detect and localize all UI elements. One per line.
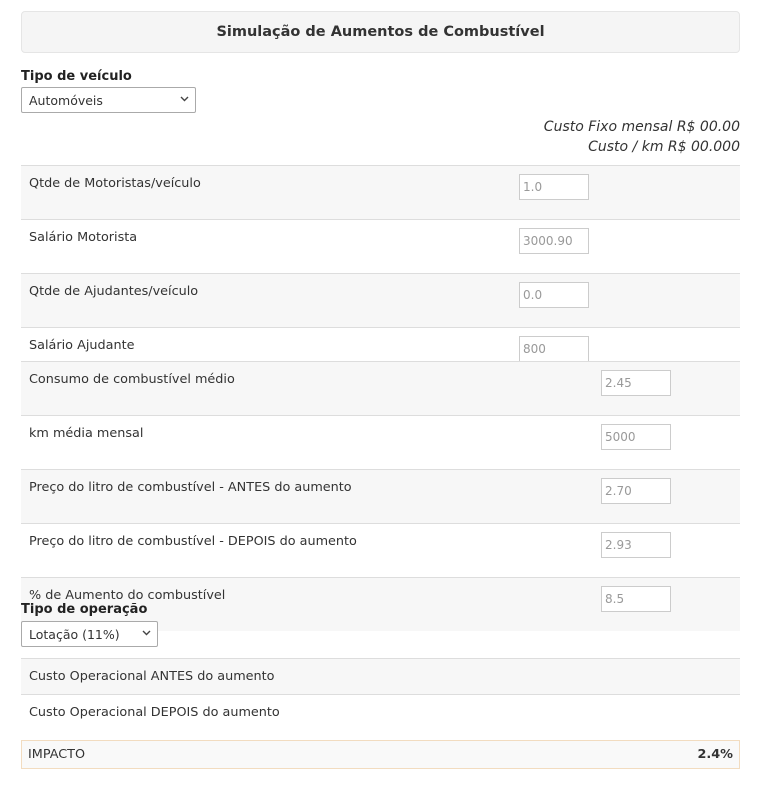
operation-type-selected: Lotação (11%) (29, 626, 120, 642)
price-after-input[interactable] (601, 532, 671, 558)
vehicle-type-selected: Automóveis (29, 92, 103, 108)
row-label: km média mensal (21, 416, 601, 470)
table-row (21, 166, 740, 220)
table-row (21, 659, 740, 695)
page-title-panel (21, 11, 740, 53)
chevron-down-icon (180, 96, 189, 102)
chevron-down-icon (142, 630, 151, 636)
impact-panel (21, 740, 740, 769)
cost-before-label: Custo Operacional ANTES do aumento (21, 659, 740, 695)
table-row (21, 274, 740, 328)
cost-summary (544, 117, 740, 157)
row-label: Salário Motorista (21, 220, 519, 274)
operation-type-label: Tipo de operação (21, 602, 148, 617)
fuel-consumption-input[interactable] (601, 370, 671, 396)
table-row (21, 524, 740, 578)
helpers-per-vehicle-input[interactable] (519, 282, 589, 308)
table-row (21, 362, 740, 416)
table-row (21, 416, 740, 470)
vehicle-type-select[interactable] (21, 87, 196, 113)
cost-after-label: Custo Operacional DEPOIS do aumento (21, 695, 740, 731)
row-label: Qtde de Ajudantes/veículo (21, 274, 519, 328)
fuel-table (21, 361, 740, 631)
monthly-km-input[interactable] (601, 424, 671, 450)
price-before-input[interactable] (601, 478, 671, 504)
row-label: Qtde de Motoristas/veículo (21, 166, 519, 220)
vehicle-type-label: Tipo de veículo (21, 69, 132, 84)
fixed-monthly-cost: Custo Fixo mensal R$ 00.00 (543, 119, 740, 135)
staff-table (21, 165, 740, 381)
drivers-per-vehicle-input[interactable] (519, 174, 589, 200)
fuel-increase-percent-input[interactable] (601, 586, 671, 612)
impact-label: IMPACTO (28, 747, 86, 762)
cost-per-km: Custo / km R$ 00.000 (588, 139, 740, 155)
row-label: % de Aumento do combustível (21, 578, 601, 632)
table-row (21, 695, 740, 731)
table-row (21, 220, 740, 274)
row-label: Consumo de combustível médio (21, 362, 601, 416)
row-label: Salário Ajudante (21, 328, 519, 382)
row-label: Preço do litro de combustível - DEPOIS do aumento (21, 524, 601, 578)
operation-type-select[interactable] (21, 621, 158, 647)
driver-salary-input[interactable] (519, 228, 589, 254)
table-row (21, 470, 740, 524)
row-label: Preço do litro de combustível - ANTES do aumento (21, 470, 601, 524)
page-title: Simulação de Aumentos de Combustível (216, 24, 545, 40)
impact-value: 2.4% (697, 747, 733, 762)
results-table (21, 658, 740, 730)
helper-salary-input[interactable] (519, 336, 589, 362)
